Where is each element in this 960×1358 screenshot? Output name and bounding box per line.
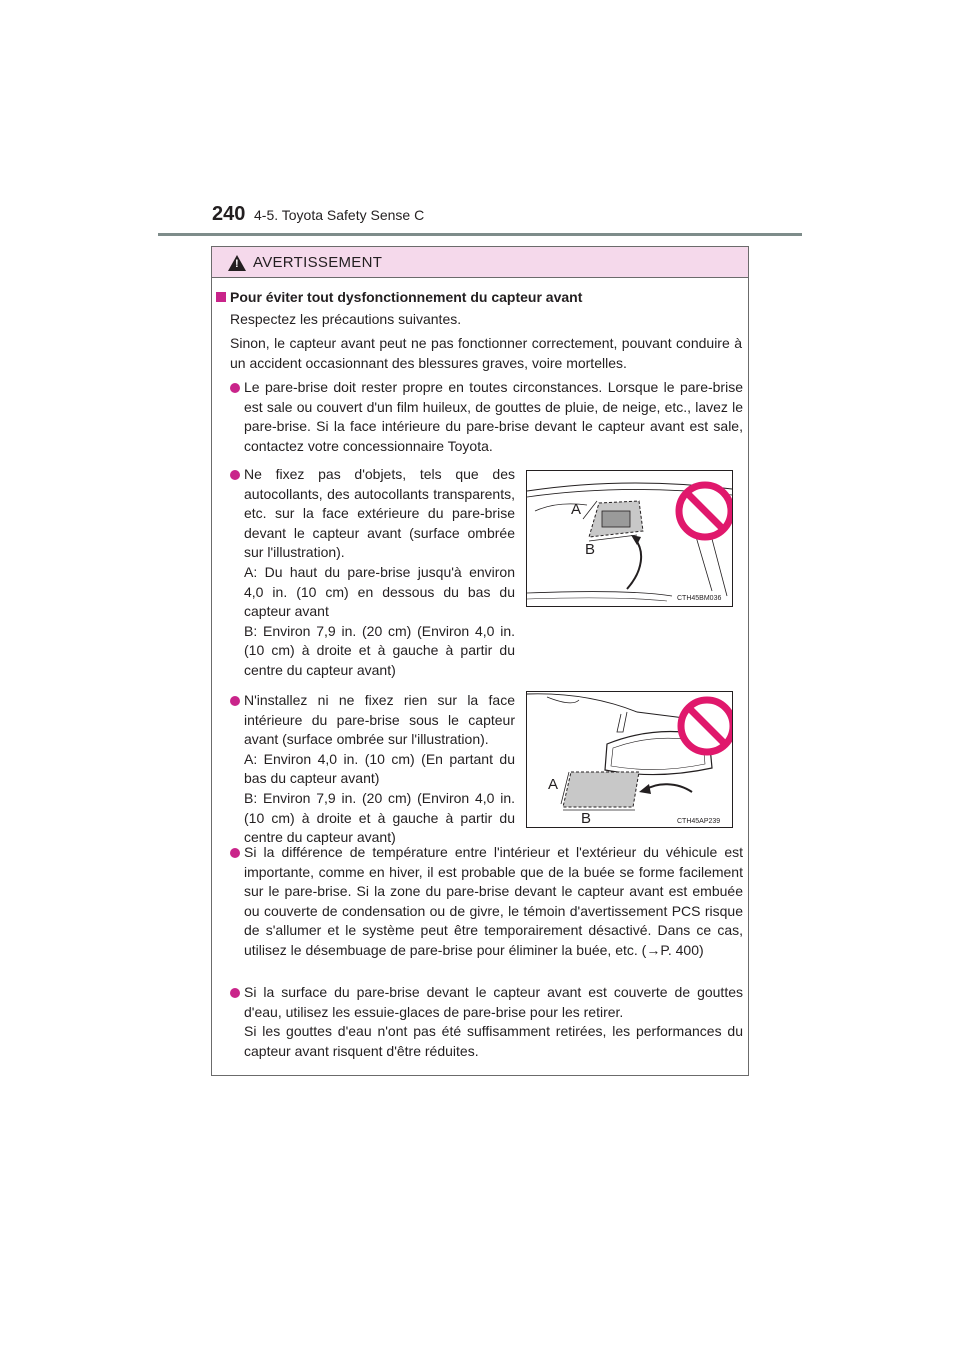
page-number: 240: [212, 203, 246, 225]
bullet-2-text: Ne fixez pas d'objets, tels que des autocollants, des autocollants transparents, etc. sur la face extérieure du pare-brise devant le capteur avant (surface ombrée sur l'illustration).: [244, 466, 515, 561]
mirror-illustration: [527, 692, 732, 827]
bullet-icon: [230, 383, 240, 393]
figure-2-code: CTH45AP239: [677, 818, 721, 825]
bullet-icon: [230, 470, 240, 480]
bullet-4: Si la différence de température entre l'intérieur et l'extérieur du véhicule est importante, comme en hiver, il est probable que de la buée se forme facilement sur le pare-brise. Si la zone du pare-brise devant le capteur avant est embuée ou couverte de condensation ou de givre, le témoin d'avertissement PCS risque de s'allumer et le système peut être temporairement désactivé. Dans ce cas, utilisez le désembuage de pare-brise pour éliminer la buée, etc. (→P. 400): [244, 844, 743, 958]
bullet-2-a: A: Du haut du pare-brise jusqu'à environ 4,0 in. (10 cm) en dessous du bas du capteur avant: [244, 563, 515, 620]
figure-1-label-b: B: [585, 541, 596, 558]
figure-1-label-a: A: [571, 501, 582, 518]
warning-triangle-icon: [228, 255, 246, 271]
section-title: 4-5. Toyota Safety Sense C: [254, 207, 425, 223]
warning-heading: Pour éviter tout dysfonctionnement du capteur avant: [230, 289, 583, 305]
bullet-3-text: N'installez ni ne fixez rien sur la face intérieure du pare-brise sous le capteur avant (surface ombrée sur l'illustration).: [244, 692, 515, 748]
figure-2-label-b: B: [581, 810, 592, 827]
figure-1-code: CTH45BM036: [677, 595, 722, 602]
bullet-5: [244, 983, 743, 1061]
warning-title: AVERTISSEMENT: [253, 254, 383, 271]
bullet-1: Le pare-brise doit rester propre en toutes circonstances. Lorsque le pare-brise est sale ou couvert d'un film huileux, de gouttes de pluie, de neige, etc., lavez le pare-brise. Si la face intérieure du pare-brise devant le capteur avant est sale, contactez votre concessionnaire Toyota.: [244, 379, 743, 454]
bullet-3-a: A: Environ 4,0 in. (10 cm) (En partant du bas du capteur avant): [244, 750, 515, 787]
figure-windshield-exterior: [526, 470, 733, 607]
bullet-3-b: B: Environ 7,9 in. (20 cm) (Environ 4,0 in. (10 cm) à droite et à gauche à partir du centre du capteur avant): [244, 789, 515, 846]
bullet-2: [244, 465, 515, 681]
bullet-3: [244, 691, 515, 848]
header-rule: [158, 233, 802, 236]
bullet-icon: [230, 988, 240, 998]
bullet-icon: [230, 696, 240, 706]
heading-square-icon: [216, 292, 226, 302]
figure-windshield-interior: [526, 691, 733, 828]
bullet-2-b: B: Environ 7,9 in. (20 cm) (Environ 4,0 in. (10 cm) à droite et à gauche à partir du centre du capteur avant): [244, 622, 515, 678]
windshield-illustration: [527, 471, 732, 606]
bullet-icon: [230, 848, 240, 858]
figure-2-label-a: A: [548, 776, 559, 793]
warning-header: [212, 247, 748, 278]
bullet-5-text-b: Si les gouttes d'eau n'ont pas été suffisamment retirées, les performances du capteur avant risquent d'être réduites.: [244, 1023, 743, 1059]
bullet-5-text-a: Si la surface du pare-brise devant le capteur avant est couverte de gouttes d'eau, utilisez les essuie-glaces de pare-brise pour les retirer.: [244, 984, 743, 1020]
intro-text-1: Respectez les précautions suivantes.: [230, 311, 462, 327]
intro-text-2: Sinon, le capteur avant peut ne pas fonctionner correctement, pouvant conduire à un accident occasionnant des blessures graves, voire mortelles.: [230, 335, 742, 371]
